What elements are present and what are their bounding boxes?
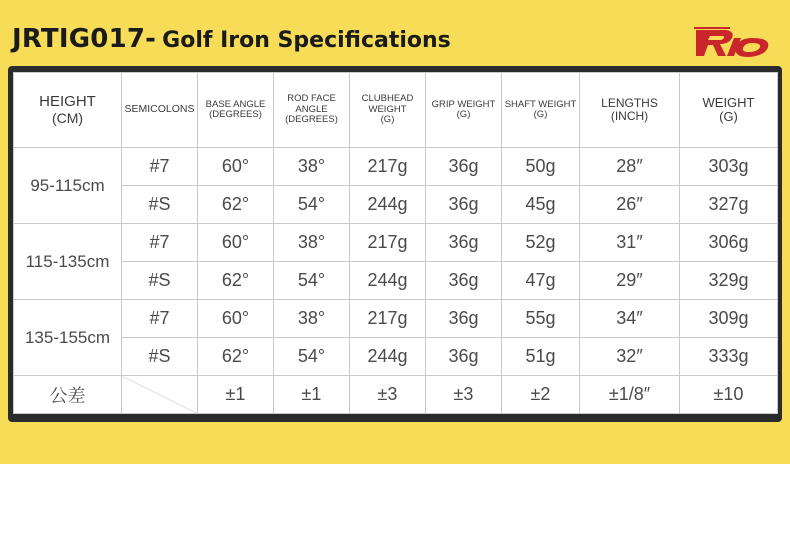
- base-angle-cell: 62°: [198, 186, 274, 224]
- tolerance-row: [14, 376, 778, 414]
- tolerance-face-angle: ±1: [274, 376, 350, 414]
- col-shaft-weight: SHAFT WEIGHT (G): [502, 73, 580, 148]
- table-row: [14, 300, 778, 338]
- face-angle-cell: 54°: [274, 262, 350, 300]
- weight-cell: 329g: [680, 262, 778, 300]
- clubhead-weight-cell: 244g: [350, 186, 426, 224]
- face-angle-cell: 38°: [274, 148, 350, 186]
- diagonal-empty-cell: [122, 376, 198, 414]
- height-range: 95-115cm: [14, 148, 122, 224]
- face-angle-cell: 54°: [274, 338, 350, 376]
- shaft-weight-cell: 51g: [502, 338, 580, 376]
- grip-weight-cell: 36g: [426, 338, 502, 376]
- weight-cell: 306g: [680, 224, 778, 262]
- col-lengths: LENGTHS (INCH): [580, 73, 680, 148]
- col-weight: WEIGHT (G): [680, 73, 778, 148]
- shaft-weight-cell: 55g: [502, 300, 580, 338]
- grip-weight-cell: 36g: [426, 224, 502, 262]
- base-angle-cell: 60°: [198, 148, 274, 186]
- clubhead-weight-cell: 217g: [350, 300, 426, 338]
- height-range: 135-155cm: [14, 300, 122, 376]
- clubhead-weight-cell: 217g: [350, 148, 426, 186]
- table-header-row: [14, 73, 778, 148]
- length-cell: 29″: [580, 262, 680, 300]
- weight-cell: 327g: [680, 186, 778, 224]
- weight-cell: 333g: [680, 338, 778, 376]
- weight-cell: 303g: [680, 148, 778, 186]
- grip-weight-cell: 36g: [426, 262, 502, 300]
- club-cell: #7: [122, 300, 198, 338]
- club-cell: #7: [122, 224, 198, 262]
- table-row: [14, 224, 778, 262]
- tolerance-clubhead-weight: ±3: [350, 376, 426, 414]
- grip-weight-cell: 36g: [426, 148, 502, 186]
- product-code: JRTIG017-: [12, 24, 157, 54]
- club-cell: #S: [122, 186, 198, 224]
- clubhead-weight-cell: 217g: [350, 224, 426, 262]
- shaft-weight-cell: 47g: [502, 262, 580, 300]
- table-row: [14, 338, 778, 376]
- face-angle-cell: 38°: [274, 224, 350, 262]
- table-row: [14, 186, 778, 224]
- length-cell: 32″: [580, 338, 680, 376]
- tolerance-weight: ±10: [680, 376, 778, 414]
- face-angle-cell: 38°: [274, 300, 350, 338]
- base-angle-cell: 60°: [198, 300, 274, 338]
- clubhead-weight-cell: 244g: [350, 338, 426, 376]
- face-angle-cell: 54°: [274, 186, 350, 224]
- table-row: [14, 262, 778, 300]
- col-clubhead-weight: CLUBHEAD WEIGHT (G): [350, 73, 426, 148]
- shaft-weight-cell: 50g: [502, 148, 580, 186]
- col-grip-weight: GRIP WEIGHT (G): [426, 73, 502, 148]
- base-angle-cell: 60°: [198, 224, 274, 262]
- col-semicolons: SEMICOLONS: [122, 73, 198, 148]
- table-row: [14, 148, 778, 186]
- length-cell: 28″: [580, 148, 680, 186]
- club-cell: #S: [122, 338, 198, 376]
- spec-table: [13, 72, 778, 414]
- base-angle-cell: 62°: [198, 262, 274, 300]
- length-cell: 31″: [580, 224, 680, 262]
- tolerance-shaft-weight: ±2: [502, 376, 580, 414]
- shaft-weight-cell: 45g: [502, 186, 580, 224]
- tolerance-base-angle: ±1: [198, 376, 274, 414]
- col-rod-face-angle: ROD FACE ANGLE (DEGREES): [274, 73, 350, 148]
- club-cell: #7: [122, 148, 198, 186]
- col-height: HEIGHT (CM): [14, 73, 122, 148]
- grip-weight-cell: 36g: [426, 186, 502, 224]
- spec-table-container: [13, 72, 777, 414]
- base-angle-cell: 62°: [198, 338, 274, 376]
- grip-weight-cell: 36g: [426, 300, 502, 338]
- shaft-weight-cell: 52g: [502, 224, 580, 262]
- tolerance-length: ±1/8″: [580, 376, 680, 414]
- length-cell: 34″: [580, 300, 680, 338]
- tolerance-grip-weight: ±3: [426, 376, 502, 414]
- clubhead-weight-cell: 244g: [350, 262, 426, 300]
- page-title: [12, 24, 451, 54]
- club-cell: #S: [122, 262, 198, 300]
- col-base-angle: BASE ANGLE (DEGREES): [198, 73, 274, 148]
- length-cell: 26″: [580, 186, 680, 224]
- brand-logo: [690, 22, 776, 62]
- weight-cell: 309g: [680, 300, 778, 338]
- tolerance-label: 公差: [14, 376, 122, 414]
- title-text: Golf Iron Specifications: [162, 28, 451, 53]
- height-range: 115-135cm: [14, 224, 122, 300]
